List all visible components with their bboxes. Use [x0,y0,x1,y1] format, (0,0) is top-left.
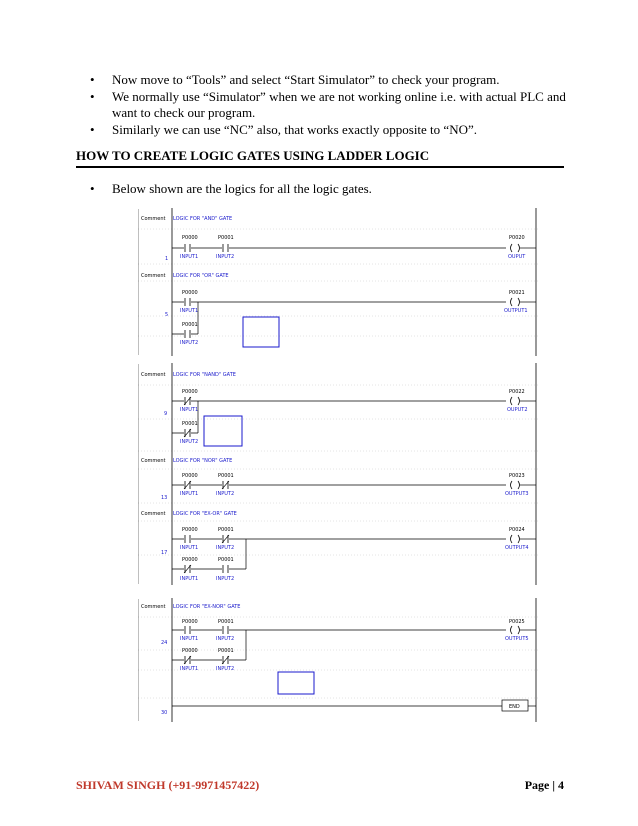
page-footer [76,778,564,793]
contact-address: P0000 [182,527,198,533]
rung-comment: LOGIC FOR "AND" GATE [173,216,233,222]
contact-label: INPUT2 [216,576,235,582]
contact-address: P0000 [182,557,198,563]
coil-icon [510,626,520,634]
page-number: Page | 4 [524,778,564,792]
contact-label: INPUT1 [180,407,199,413]
contact-label: INPUT2 [180,439,199,445]
contact-label: INPUT2 [216,491,235,497]
rung-number: 17 [161,550,168,556]
contact-nc-icon [184,565,191,573]
coil-label: OUTPUT1 [504,308,528,314]
rung-comment: LOGIC FOR "NAND" GATE [173,372,236,378]
list-item [90,122,570,138]
contact-nc-icon [184,429,191,437]
rung-comment: LOGIC FOR "OR" GATE [173,273,229,279]
contact-no-icon [184,244,191,252]
contact-label: INPUT2 [216,545,235,551]
coil-address: P0024 [509,527,525,533]
bullet-text: We normally use “Simulator” when we are not working online i.e. with actual PLC and want to check our program. [112,89,566,120]
contact-label: INPUT1 [180,545,199,551]
ladder-diagram-and-or [138,208,538,356]
bullet-text: Similarly we can use “NC” also, that works exactly opposite to “NO”. [112,122,477,137]
coil-address: P0025 [509,619,525,625]
comment-label: Comment [141,604,166,610]
comment-label: Comment [141,458,166,464]
contact-address: P0000 [182,619,198,625]
contact-address: P0001 [182,421,198,427]
contact-nc-icon [184,481,191,489]
contact-address: P0001 [218,235,234,241]
coil-label: OUPUT2 [507,407,528,413]
contact-nc-icon [222,535,229,543]
contact-address: P0000 [182,473,198,479]
comment-label: Comment [141,216,166,222]
coil-label: OUTPUT4 [505,545,529,551]
rung-number: 13 [161,495,168,501]
contact-no-icon [184,626,191,634]
contact-address: P0000 [182,235,198,241]
contact-label: INPUT2 [216,666,235,672]
rung-comment: LOGIC FOR "EX-NOR" GATE [173,604,241,610]
coil-address: P0020 [509,235,525,241]
contact-nc-icon [184,656,191,664]
section-heading: HOW TO CREATE LOGIC GATES USING LADDER LOGIC [76,148,564,168]
list-item [90,181,560,197]
contact-address: P0001 [218,473,234,479]
rung-number: 30 [161,710,168,716]
contact-nc-icon [184,397,191,405]
list-item [90,89,570,121]
bullet-text: Now move to “Tools” and select “Start Simulator” to check your program. [112,72,500,87]
contact-no-icon [222,565,229,573]
contact-no-icon [222,244,229,252]
bullet-icon: • [90,122,95,137]
instruction-list [90,72,570,139]
contact-address: P0001 [182,322,198,328]
contact-label: INPUT1 [180,491,199,497]
rung-comment: LOGIC FOR "EX-OR" GATE [173,511,237,517]
contact-address: P0001 [218,557,234,563]
contact-no-icon [222,626,229,634]
contact-label: INPUT1 [180,254,199,260]
coil-address: P0023 [509,473,525,479]
rung-number: 5 [165,312,169,318]
contact-address: P0000 [182,648,198,654]
contact-label: INPUT1 [180,576,199,582]
ladder-diagram-exnor [138,598,538,722]
bullet-icon: • [90,72,95,87]
comment-label: Comment [141,372,166,378]
coil-icon [510,298,520,306]
ladder-diagram-nand-nor-exor [138,363,538,585]
coil-icon [510,244,520,252]
contact-no-icon [184,298,191,306]
contact-label: INPUT2 [216,636,235,642]
bullet-icon: • [90,181,95,196]
rung-comment: LOGIC FOR "NOR" GATE [173,458,233,464]
bullet-text: Below shown are the logics for all the logic gates. [112,181,372,196]
contact-address: P0001 [218,648,234,654]
coil-icon [510,397,520,405]
contact-nc-icon [222,481,229,489]
list-item [90,72,570,88]
coil-address: P0021 [509,290,525,296]
contact-nc-icon [222,656,229,664]
coil-icon [510,481,520,489]
contact-no-icon [184,330,191,338]
coil-label: OUTPUT3 [505,491,529,497]
bullet-icon: • [90,89,95,104]
contact-label: INPUT1 [180,666,199,672]
contact-label: INPUT2 [180,340,199,346]
rung-number: 24 [161,640,168,646]
contact-address: P0001 [218,527,234,533]
contact-address: P0000 [182,389,198,395]
rung-number: 1 [165,256,169,262]
contact-address: P0000 [182,290,198,296]
contact-label: INPUT1 [180,636,199,642]
rung-number: 9 [164,411,168,417]
comment-label: Comment [141,511,166,517]
contact-label: INPUT2 [216,254,235,260]
comment-label: Comment [141,273,166,279]
footer-author: SHIVAM SINGH (+91-9971457422) [76,778,260,792]
contact-label: INPUT1 [180,308,199,314]
end-label: END [509,704,520,710]
coil-label: OUPUT [508,254,526,260]
coil-icon [510,535,520,543]
coil-label: OUTPUT5 [505,636,529,642]
coil-address: P0022 [509,389,525,395]
contact-address: P0001 [218,619,234,625]
contact-no-icon [184,535,191,543]
